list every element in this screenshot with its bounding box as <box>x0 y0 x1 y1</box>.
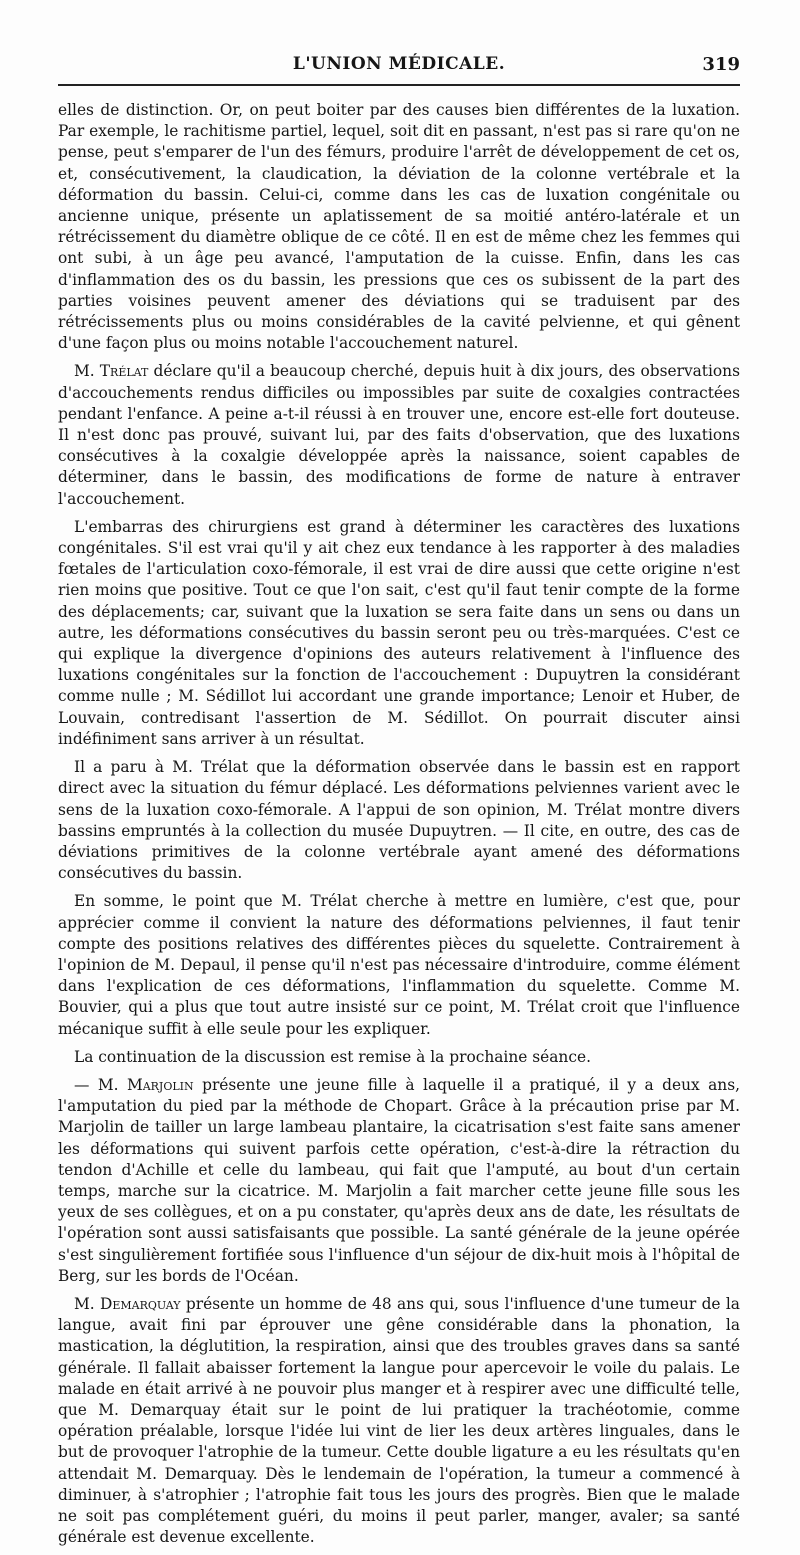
paragraph <box>58 1047 740 1068</box>
paragraph <box>58 100 740 354</box>
paragraph-text: L'embarras des chirurgiens est grand à déterminer les caractères des luxations congénitales. S'il est vrai qu'il y ait chez eux tendance à les rapporter à des maladies fœtales de l'articulation coxo-fémorale, il est vrai de dire aussi que cette origine n'est rien moins que positive. Tout ce que l'on sait, c'est qu'il faut tenir compte de la forme des déplacements; car, suivant que la luxation se sera faite dans un sens ou dans un autre, les déformations consécutives du bassin seront peu ou très-marquées. C'est ce qui explique la divergence d'opinions des auteurs relativement à l'influence des luxations congénitales sur la fonction de l'accouchement : Dupuytren la considérant comme nulle ; M. Sédillot lui accordant une grande importance; Lenoir et Huber, de Louvain, contredisant l'assertion de M. Sédillot. On pourrait discuter ainsi indéfiniment sans arriver à un résultat. <box>58 517 740 748</box>
running-title: L'UNION MÉDICALE. <box>292 54 506 74</box>
paragraph <box>58 361 740 509</box>
speaker-name: M. Demarquay <box>74 1294 181 1313</box>
page-header <box>58 52 740 86</box>
speaker-name: — M. Marjolin <box>74 1075 194 1094</box>
paragraph-text: présente un homme de 48 ans qui, sous l'influence d'une tumeur de la langue, avait fini par éprouver une gêne considérable dans la phonation, la mastication, la déglutition, la respiration, ainsi que des troubles graves dans sa santé générale. Il fallait abaisser fortement la langue pour apercevoir le voile du palais. Le malade en était arrivé à ne pouvoir plus manger et à respirer avec une difficulté telle, que M. Demarquay était sur le point de lui pratiquer la trachéotomie, comme opération préalable, lorsque l'idée lui vint de lier les deux artères linguales, dans le but de provoquer l'atrophie de la tumeur. Cette double ligature a eu les résultats qu'en attendait M. Demarquay. Dès le lendemain de l'opération, la tumeur a commencé à diminuer, à s'atrophier ; l'atrophie fait tous les jours des progrès. Bien que le malade ne soit pas complétement guéri, du moins il peut parler, manger, avaler; sa santé générale est devenue excellente. <box>58 1294 740 1547</box>
paragraph-text: présente une jeune fille à laquelle il a pratiqué, il y a deux ans, l'amputation du pied par la méthode de Chopart. Grâce à la précaution prise par M. Marjolin de tailler un large lambeau plantaire, la cicatrisation s'est faite sans amener les déformations qui suivent parfois cette opération, c'est-à-dire la rétraction du tendon d'Achille et celle du lambeau, qui fait que l'amputé, au bout d'un certain temps, marche sur la cicatrice. M. Marjolin a fait marcher cette jeune fille sous les yeux de ses collègues, et on a pu constater, qu'après deux ans de date, les résultats de l'opération sont aussi satisfaisants que possible. La santé générale de la jeune opérée s'est singulièrement fortifiée sous l'influence d'un séjour de dix-huit mois à l'hôpital de Berg, sur les bords de l'Océan. <box>58 1075 740 1285</box>
article-body <box>58 100 740 1555</box>
paragraph <box>58 757 740 884</box>
page-number: 319 <box>702 54 740 75</box>
paragraph-text: En somme, le point que M. Trélat cherche à mettre en lumière, c'est que, pour apprécier comme il convient la nature des déformations pelviennes, il faut tenir compte des positions relatives des différentes pièces du squelette. Contrairement à l'opinion de M. Depaul, il pense qu'il n'est pas nécessaire d'introduire, comme élément dans l'explication de ces déformations, l'inflammation du squelette. Comme M. Bouvier, qui a plus que tout autre insisté sur ce point, M. Trélat croit que l'influence mécanique suffit à elle seule pour les expliquer. <box>58 892 740 1038</box>
paragraph <box>58 891 740 1039</box>
paragraph <box>58 1075 740 1287</box>
paragraph-text: déclare qu'il a beaucoup cherché, depuis huit à dix jours, des observations d'accouchements rendus difficiles ou impossibles par suite de coxalgies contractées pendant l'enfance. A peine a-t-il réussi à en trouver une, encore est-elle fort douteuse. Il n'est donc pas prouvé, suivant lui, par des faits d'observation, que des luxations consécutives à la coxalgie développée après la naissance, soient capables de déterminer, dans le bassin, des modifications de forme de nature à entraver l'accouchement. <box>58 362 740 508</box>
paragraph <box>58 517 740 750</box>
paragraph-text: elles de distinction. Or, on peut boiter par des causes bien différentes de la luxation. Par exemple, le rachitisme partiel, lequel, soit dit en passant, n'est pas si rare qu'on ne pense, peut s'emparer de l'un des fémurs, produire l'arrêt de développement de cet os, et, consécutivement, la claudication, la déviation de la colonne vertébrale et la déformation du bassin. Celui-ci, comme dans les cas de luxation congénitale ou ancienne unique, présente un aplatissement de sa moitié antéro-latérale et un rétrécissement du diamètre oblique de ce côté. Il en est de même chez les femmes qui ont subi, à un âge peu avancé, l'amputation de la cuisse. Enfin, dans les cas d'inflammation des os du bassin, les pressions que ces os subissent de la part des parties voisines peuvent amener des déviations qui se traduisent par des rétrécissements plus ou moins considérables de la cavité pelvienne, et qui gênent d'une façon plus ou moins notable l'accouchement naturel. <box>58 101 740 353</box>
paragraph-text: Il a paru à M. Trélat que la déformation observée dans le bassin est en rapport direct avec la situation du fémur déplacé. Les déformations pelviennes varient avec le sens de la luxation coxo-fémorale. A l'appui de son opinion, M. Trélat montre divers bassins empruntés à la collection du musée Dupuytren. — Il cite, en outre, des cas de déviations primitives de la colonne vertébrale ayant amené des déformations consécutives du bassin. <box>58 758 740 883</box>
paragraph-text: La continuation de la discussion est remise à la prochaine séance. <box>74 1047 591 1066</box>
speaker-name: M. Trélat <box>74 362 149 381</box>
paragraph <box>58 1294 740 1548</box>
